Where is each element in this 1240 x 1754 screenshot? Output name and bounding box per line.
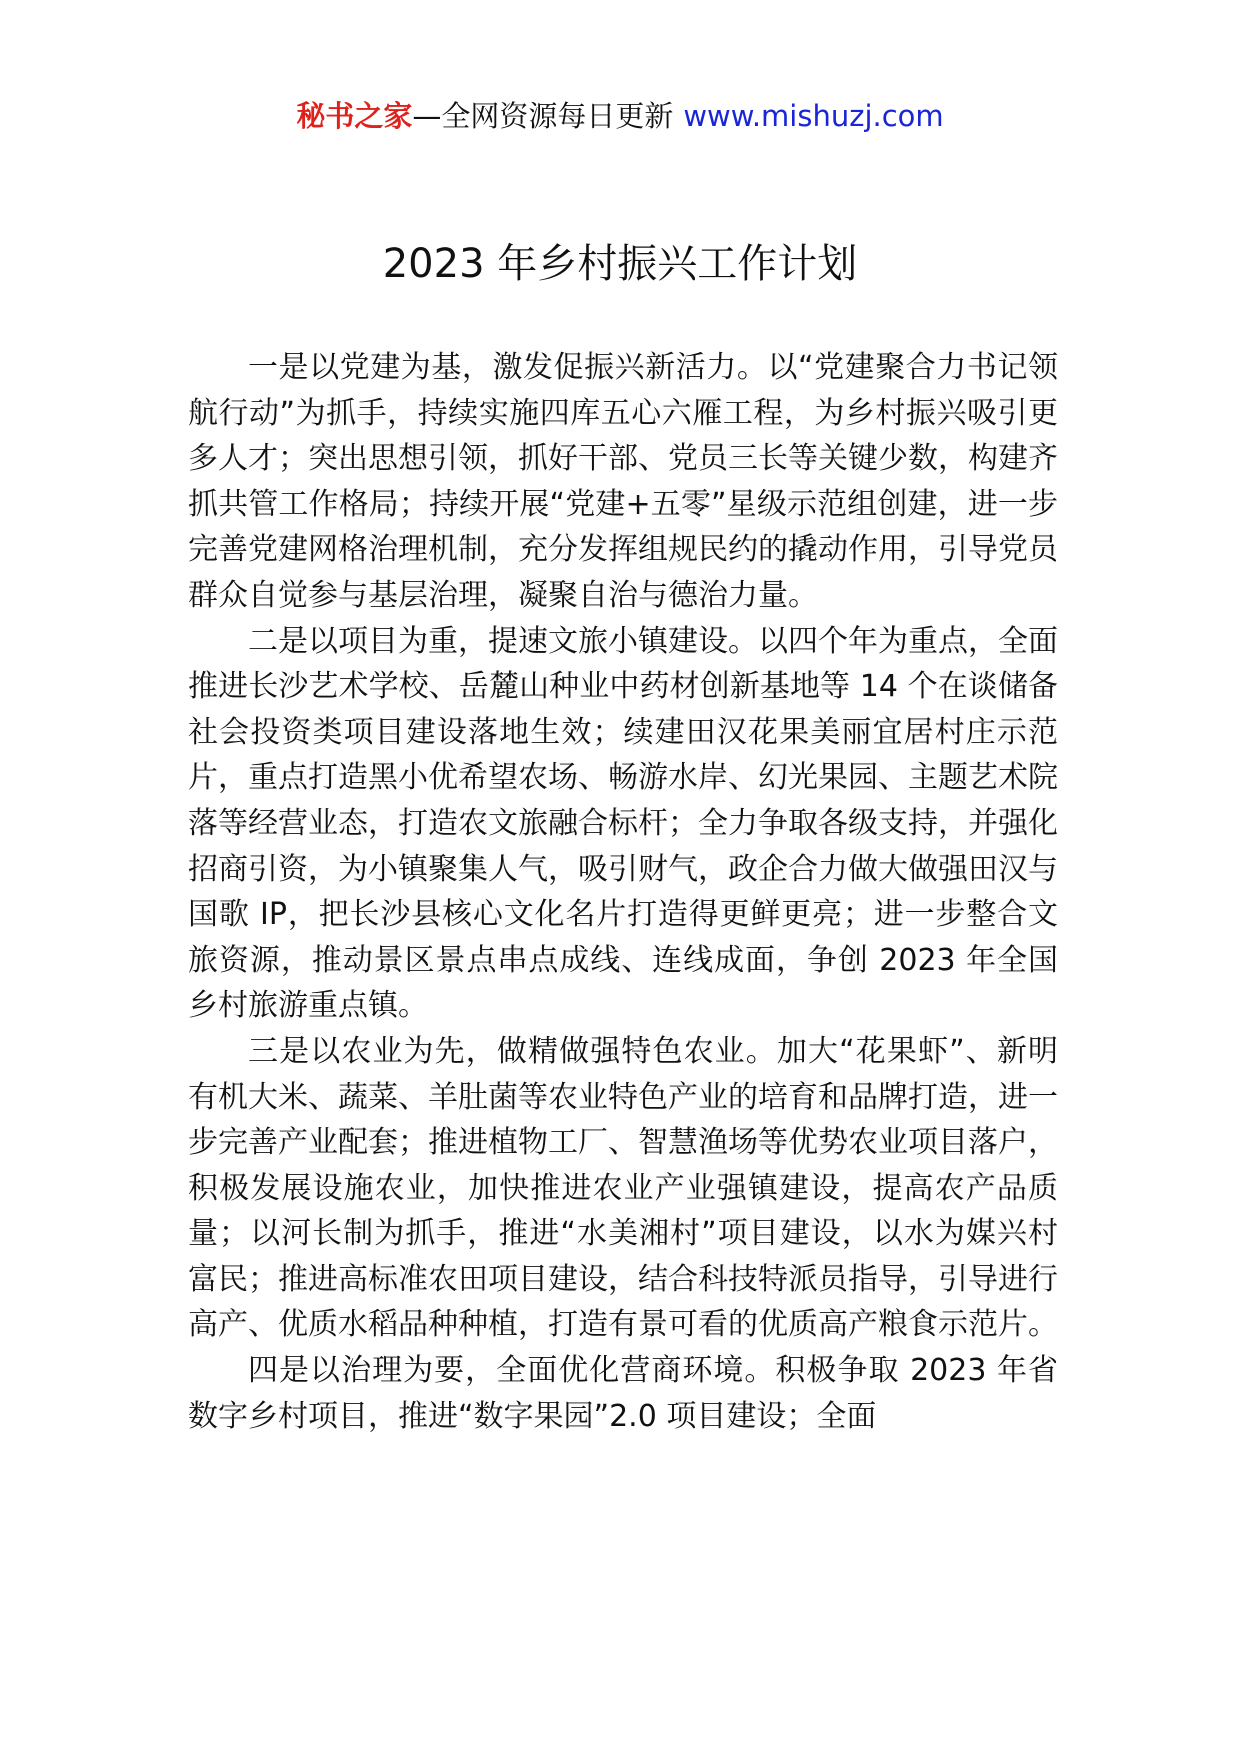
paragraph: 四是以治理为要，全面优化营商环境。积极争取 2023 年省数字乡村项目，推进“数字果园”2.0 项目建设；全面: [188, 1353, 1058, 1434]
document-title: 2023 年乡村振兴工作计划: [382, 241, 858, 287]
site-url-link[interactable]: www.mishuzj.com: [683, 99, 944, 133]
site-slogan: —全网资源每日更新: [412, 99, 674, 133]
brand-name: 秘书之家: [296, 99, 413, 133]
paragraph: 二是以项目为重，提速文旅小镇建设。以四个年为重点，全面推进长沙艺术学校、岳麓山种业中药材创新基地等 14 个在谈储备社会投资类项目建设落地生效；续建田汉花果美丽宜居村庄示范片，重点打造黑小优希望农场、畅游水岸、幻光果园、主题艺术院落等经营业态，打造农文旅融合标杆；全力争取各级支持，并强化招商引资，为小镇聚集人气，吸引财气，政企合力做大做强田汉与国歌 IP，把长沙县核心文化名片打造得更鲜更亮；进一步整合文旅资源，推动景区景点串点成线、连线成面，争创 2023 年全国乡村旅游重点镇。: [188, 623, 1058, 1024]
paragraph: 一是以党建为基，激发促振兴新活力。以“党建聚合力书记领航行动”为抓手，持续实施四库五心六雁工程，为乡村振兴吸引更多人才；突出思想引领，抓好干部、党员三长等关键少数，构建齐抓共管工作格局；持续开展“党建+五零”星级示范组创建，进一步完善党建网格治理机制，充分发挥组规民约的撬动作用，引导党员群众自觉参与基层治理，凝聚自治与德治力量。: [188, 350, 1058, 613]
paragraph: 三是以农业为先，做精做强特色农业。加大“花果虾”、新明有机大米、蔬菜、羊肚菌等农业特色产业的培育和品牌打造，进一步完善产业配套；推进植物工厂、智慧渔场等优势农业项目落户，积极发展设施农业，加快推进农业产业强镇建设，提高农产品质量；以河长制为抓手，推进“水美湘村”项目建设，以水为媒兴村富民；推进高标准农田项目建设，结合科技特派员指导，引导进行高产、优质水稻品种种植，打造有景可看的优质高产粮食示范片。: [188, 1033, 1058, 1343]
site-header: [0, 96, 1240, 136]
document-body: [188, 345, 1058, 1439]
